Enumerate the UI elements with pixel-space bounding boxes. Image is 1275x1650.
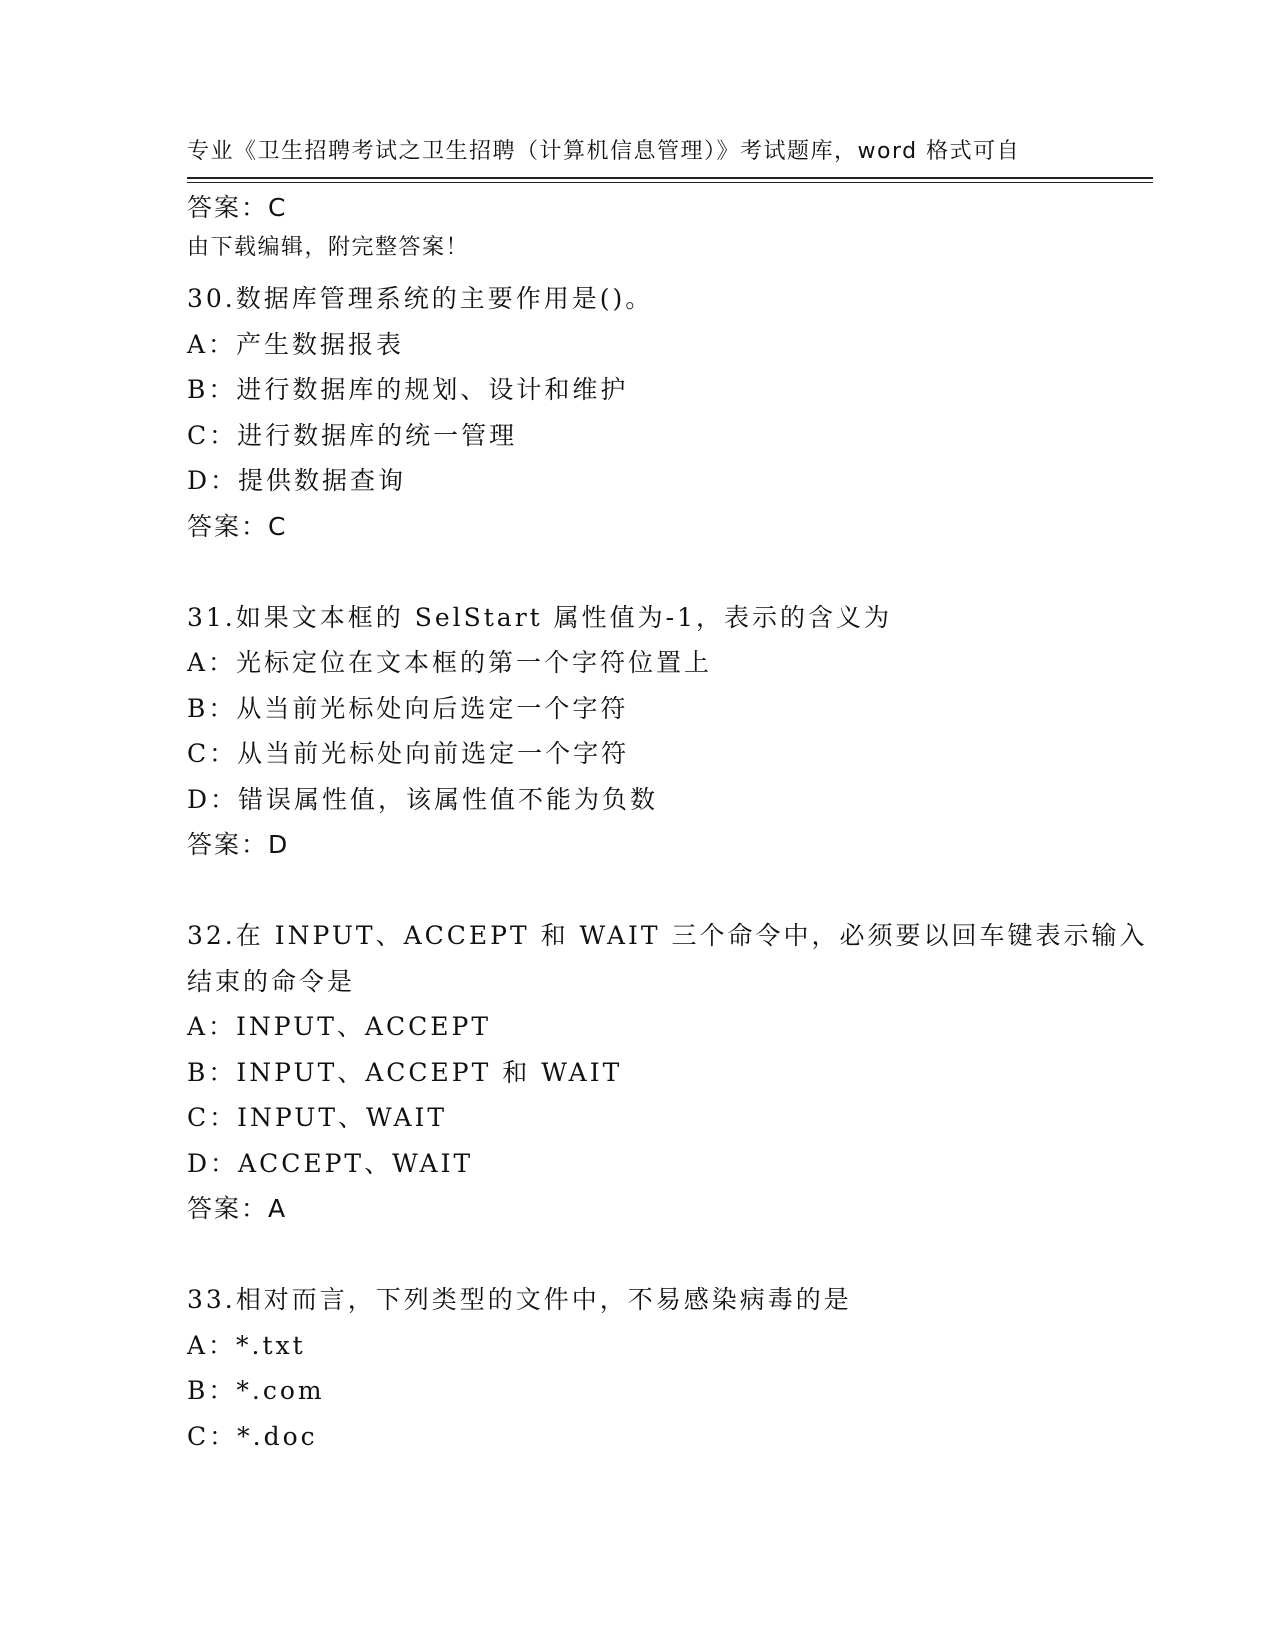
option-a: A：*.txt	[187, 1330, 306, 1360]
header-rule-thin	[187, 182, 1153, 183]
question-stem: 32.在 INPUT、ACCEPT 和 WAIT 三个命令中，必须要以回车键表示输入	[187, 921, 1148, 950]
question-block	[187, 1277, 1087, 1459]
option-b: B：INPUT、ACCEPT 和 WAIT	[187, 1057, 623, 1087]
option-c: C：进行数据库的统一管理	[187, 420, 518, 450]
question-stem: 33.相对而言，下列类型的文件中，不易感染病毒的是	[187, 1285, 852, 1314]
question-list	[187, 185, 1148, 1459]
spacer	[187, 868, 1087, 914]
option-c: C：*.doc	[187, 1421, 318, 1451]
spacer	[187, 231, 1087, 277]
question-stem: 30.数据库管理系统的主要作用是()。	[187, 284, 654, 313]
question-block	[187, 595, 1087, 868]
spacer	[187, 1232, 1087, 1278]
previous-answer: 答案：C	[187, 193, 288, 222]
option-b: B：进行数据库的规划、设计和维护	[187, 375, 629, 404]
question-stem: 31.如果文本框的 SelStart 属性值为-1，表示的含义为	[187, 602, 892, 632]
option-d: D：错误属性值，该属性值不能为负数	[187, 784, 659, 814]
question-block	[187, 276, 1087, 549]
question-block	[187, 913, 1148, 1232]
question-stem-continued: 结束的命令是	[187, 966, 356, 996]
option-a: A：光标定位在文本框的第一个字符位置上	[187, 648, 713, 677]
option-d: D：提供数据查询	[187, 466, 407, 495]
option-a: A：产生数据报表	[187, 329, 405, 359]
option-b: B：*.com	[187, 1376, 325, 1405]
answer: 答案：C	[187, 511, 288, 541]
option-a: A：INPUT、ACCEPT	[187, 1012, 491, 1041]
option-b: B：从当前光标处向后选定一个字符	[187, 693, 629, 723]
header-line-1: 专业《卫生招聘考试之卫生招聘（计算机信息管理）》考试题库，word 格式可自	[187, 139, 1021, 164]
option-c: C：INPUT、WAIT	[187, 1103, 448, 1132]
header-rule-thick	[187, 177, 1153, 179]
header-line-2: 由下载编辑，附完整答案！	[187, 235, 470, 260]
answer: 答案：A	[187, 1194, 288, 1223]
option-d: D：ACCEPT、WAIT	[187, 1148, 474, 1178]
option-c: C：从当前光标处向前选定一个字符	[187, 739, 630, 768]
spacer	[187, 549, 1087, 595]
answer: 答案：D	[187, 830, 290, 859]
